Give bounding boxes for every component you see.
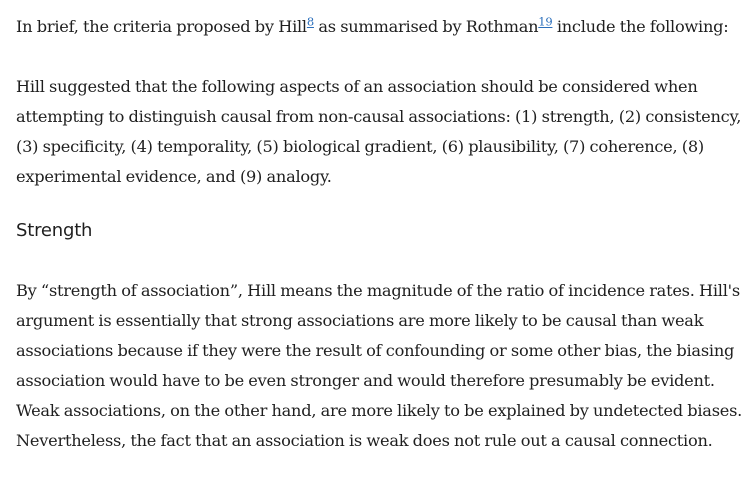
reference-8-superscript <box>307 15 314 29</box>
hill-criteria-paragraph: Hill suggested that the following aspects of an association should be considered when attempting to distinguish causal from non-causal associations: (1) strength, (2) consistency, (3) specificity, (4) temporality, (5) biological gradient, (6) plausibility, (7) coherence, (8) experimental evidence, and (9) analogy. <box>16 77 742 186</box>
intro-paragraph <box>16 12 746 42</box>
reference-8-link[interactable]: 8 <box>306 14 314 29</box>
intro-text-middle: as summarised by Rothman <box>313 17 539 36</box>
intro-text-end: include the following: <box>552 17 729 36</box>
strength-heading: Strength <box>16 220 93 241</box>
article-content <box>16 12 746 456</box>
reference-19-link[interactable]: 19 <box>538 14 553 29</box>
strength-paragraph: By “strength of association”, Hill means the magnitude of the ratio of incidence rates. Hill's argument is essentially that strong associations are more likely to be causal than weak associations because if they were the result of confounding or some other bias, the biasing association would have to be even stronger and would therefore presumably be evident. Weak associations, on the other hand, are more likely to be explained by undetected biases. Nevertheless, the fact that an association is weak does not rule out a causal connection. <box>16 281 743 450</box>
reference-19-superscript <box>538 15 552 29</box>
intro-text-start: In brief, the criteria proposed by Hill <box>16 17 307 36</box>
